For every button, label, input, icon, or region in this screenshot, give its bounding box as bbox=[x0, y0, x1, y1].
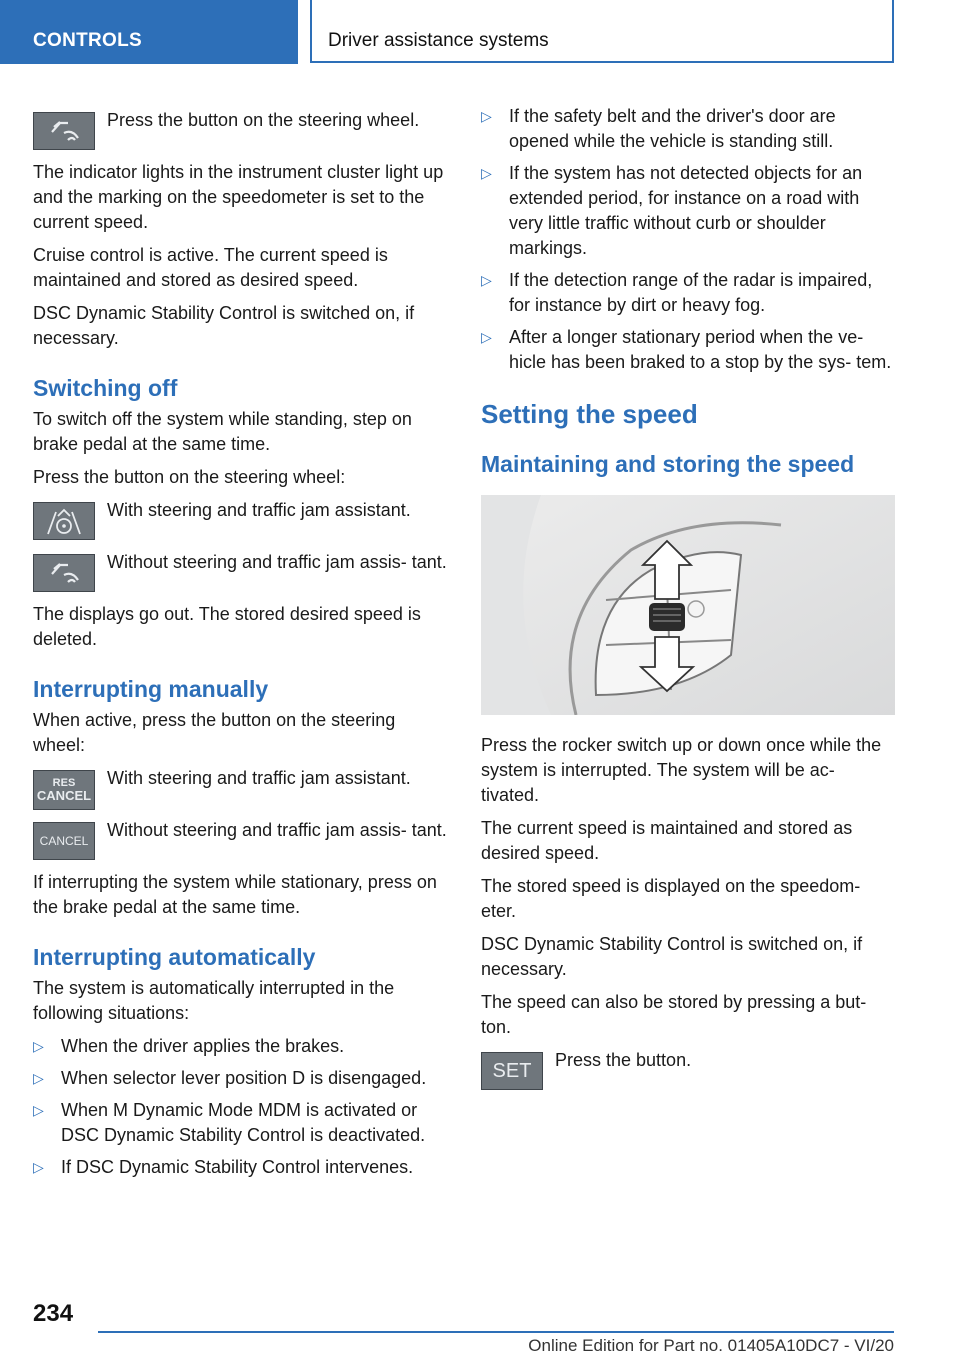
list-item: ▷ When selector lever position D is disengaged. bbox=[33, 1066, 447, 1091]
steering-wheel-rocker-switch-image bbox=[481, 495, 895, 715]
without-assistant-text: Without steering and traffic jam assis‐ tant. bbox=[107, 820, 447, 840]
paragraph: When active, press the button on the steering wheel: bbox=[33, 710, 396, 755]
steering-assistant-icon bbox=[33, 502, 95, 540]
triangle-bullet-icon: ▷ bbox=[33, 1102, 44, 1118]
heading-interrupting-automatically: Interrupting automatically bbox=[33, 944, 316, 970]
paragraph: The speed can also be stored by pressing a but‐ ton. bbox=[481, 992, 867, 1037]
paragraph: The current speed is maintained and stored as desired speed. bbox=[481, 818, 853, 863]
triangle-bullet-icon: ▷ bbox=[33, 1070, 44, 1086]
paragraph: To switch off the system while standing, step on brake pedal at the same time. bbox=[33, 409, 412, 454]
paragraph: The system is automatically interrupted in the following situations: bbox=[33, 978, 395, 1023]
cancel-label: CANCEL bbox=[36, 787, 92, 803]
paragraph: The indicator lights in the instrument cluster light up and the marking on the speedometer is set to the current speed. bbox=[33, 162, 444, 232]
set-icon bbox=[481, 1052, 543, 1090]
paragraph: Cruise control is active. The current speed is maintained and stored as desired speed. bbox=[33, 245, 388, 290]
triangle-bullet-icon: ▷ bbox=[33, 1038, 44, 1054]
list-item: ▷ When the driver applies the brakes. bbox=[33, 1034, 447, 1059]
paragraph: If interrupting the system while stationary, press on the brake pedal at the same time. bbox=[33, 872, 437, 917]
with-assistant-text: With steering and traffic jam assistant. bbox=[107, 500, 411, 520]
paragraph: The displays go out. The stored desired speed is deleted. bbox=[33, 604, 421, 649]
triangle-bullet-icon: ▷ bbox=[33, 1159, 44, 1175]
set-label: SET bbox=[492, 1060, 532, 1082]
triangle-bullet-icon: ▷ bbox=[481, 272, 492, 288]
cruise-control-icon bbox=[33, 554, 95, 592]
with-assistant-row bbox=[33, 498, 447, 538]
heading-setting-the-speed: Setting the speed bbox=[481, 399, 698, 429]
right-column bbox=[481, 104, 895, 1100]
res-label: RES bbox=[52, 776, 76, 789]
paragraph: DSC Dynamic Stability Control is switched on, if necessary. bbox=[33, 303, 415, 348]
heading-maintaining-storing: Maintaining and storing the speed bbox=[481, 451, 855, 477]
chapter-label: Driver assistance systems bbox=[328, 30, 549, 51]
edition-text: Online Edition for Part no. 01405A10DC7 - VI/20 bbox=[528, 1336, 894, 1355]
section-label: CONTROLS bbox=[33, 30, 143, 51]
paragraph: Press the rocker switch up or down once while the system is interrupted. The system will be ac‐ tivated. bbox=[481, 735, 882, 805]
triangle-bullet-icon: ▷ bbox=[481, 165, 492, 181]
heading-interrupting-manually: Interrupting manually bbox=[33, 676, 269, 702]
list-item: ▷ If the detection range of the radar is impaired, for instance by dirt or heavy fog. bbox=[481, 270, 873, 315]
list-item: ▷ After a longer stationary period when the ve‐ hicle has been braked to a stop by the sys‐ tem. bbox=[481, 327, 892, 372]
list-item: ▷ If DSC Dynamic Stability Control intervenes. bbox=[33, 1155, 447, 1180]
left-column bbox=[33, 104, 447, 1188]
situation-list bbox=[33, 1034, 447, 1180]
triangle-bullet-icon: ▷ bbox=[481, 329, 492, 345]
footer-divider bbox=[98, 1331, 894, 1333]
page-number: 234 bbox=[33, 1300, 74, 1327]
list-item: ▷ When M Dynamic Mode MDM is activated or DSC Dynamic Stability Control is deactivated. bbox=[33, 1100, 426, 1145]
section-tab bbox=[0, 0, 298, 64]
press-button-row bbox=[33, 108, 447, 148]
paragraph: Press the button on the steering wheel: bbox=[33, 467, 346, 487]
situation-list-continued bbox=[481, 104, 895, 375]
press-button-text: Press the button. bbox=[555, 1050, 692, 1070]
without-assistant-text: Without steering and traffic jam assis‐ tant. bbox=[107, 552, 447, 572]
cruise-control-icon bbox=[33, 112, 95, 150]
with-assistant-text: With steering and traffic jam assistant. bbox=[107, 768, 411, 788]
list-item: ▷ If the system has not detected objects for an extended period, for instance on a road with very little traffic without curb or shoulder markings. bbox=[481, 163, 863, 258]
paragraph: DSC Dynamic Stability Control is switched on, if necessary. bbox=[481, 934, 863, 979]
cancel-label: CANCEL bbox=[39, 833, 89, 848]
res-cancel-icon bbox=[33, 770, 95, 810]
cancel-row bbox=[33, 818, 447, 858]
set-button-row bbox=[481, 1048, 895, 1088]
chapter-tab bbox=[310, 0, 894, 63]
triangle-bullet-icon: ▷ bbox=[481, 108, 492, 124]
heading-switching-off: Switching off bbox=[33, 375, 178, 401]
press-button-text: Press the button on the steering wheel. bbox=[107, 110, 420, 130]
without-assistant-row bbox=[33, 550, 447, 590]
res-cancel-row bbox=[33, 766, 447, 806]
list-item: ▷ If the safety belt and the driver's door are opened while the vehicle is standing still. bbox=[481, 106, 836, 151]
cancel-icon bbox=[33, 822, 95, 860]
paragraph: The stored speed is displayed on the speedom‐ eter. bbox=[481, 876, 861, 921]
